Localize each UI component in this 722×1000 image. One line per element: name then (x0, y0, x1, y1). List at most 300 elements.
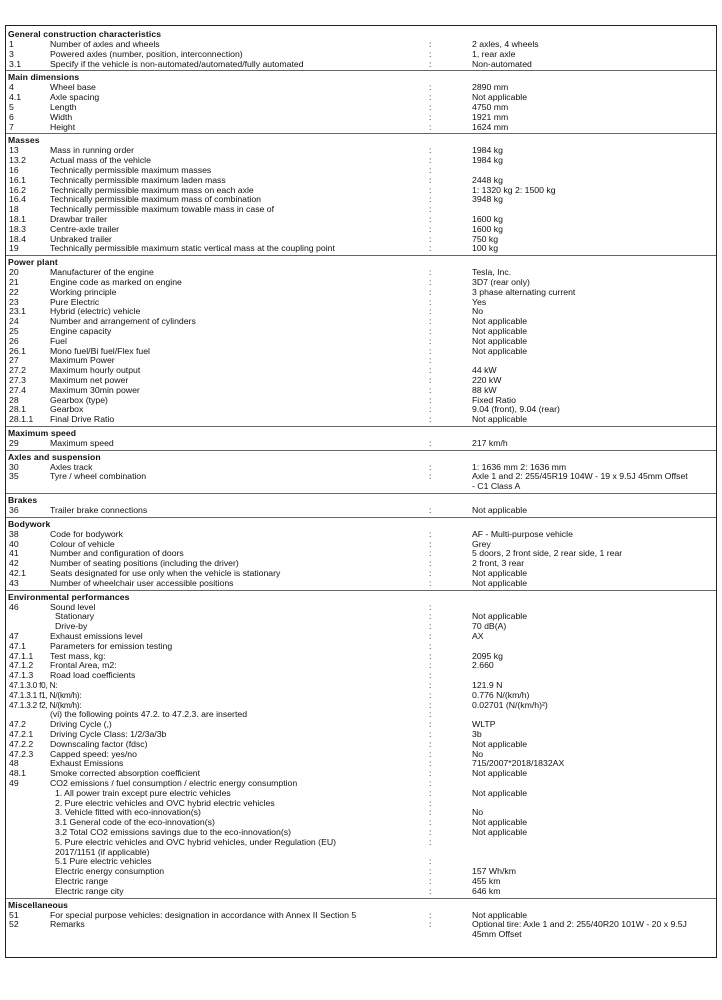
separator-colon: : (429, 223, 432, 234)
item-value: 3b (472, 729, 482, 740)
item-label: 2017/1151 (if applicable) (55, 846, 150, 857)
item-value: 5 doors, 2 front side, 2 rear side, 1 rear (472, 548, 623, 559)
separator-colon: : (429, 345, 432, 356)
item-label: Tyre / wheel combination (50, 471, 147, 482)
spec-row (6, 579, 716, 589)
spec-row (6, 415, 716, 425)
item-number: 28 (9, 394, 19, 405)
separator-colon: : (429, 729, 432, 740)
item-label: Axles track (50, 461, 93, 472)
item-label: Maximum Power (50, 355, 115, 366)
item-label: Test mass, kg: (50, 650, 106, 661)
item-label: Stationary (55, 611, 95, 622)
item-label: (vi) the following points 47.2. to 47.2.3. are inserted (50, 709, 248, 720)
separator-colon: : (429, 243, 432, 254)
spec-row (6, 867, 716, 877)
item-label: Gearbox (50, 404, 84, 415)
item-value: Not applicable (472, 325, 528, 336)
item-label: Working principle (50, 286, 117, 297)
spec-row (6, 691, 716, 701)
separator-colon: : (429, 528, 432, 539)
certificate-of-conformity-table (5, 25, 717, 958)
item-value: Not applicable (472, 826, 528, 837)
item-value: 217 km/h (472, 437, 508, 448)
item-number: 23 (9, 296, 19, 307)
spec-rows (6, 26, 716, 940)
item-value: 1: 1636 mm 2: 1636 mm (472, 461, 567, 472)
separator-colon: : (429, 611, 432, 622)
item-value: Not applicable (472, 316, 528, 327)
separator-colon: : (429, 384, 432, 395)
item-number: 5 (9, 101, 14, 112)
item-number: 18.3 (9, 223, 26, 234)
item-label: 1. All power train except pure electric vehicles (55, 787, 231, 798)
separator-colon: : (429, 505, 432, 516)
item-number: 41 (9, 548, 19, 559)
separator-colon: : (429, 174, 432, 185)
spec-row (6, 887, 716, 897)
separator-colon: : (429, 856, 432, 867)
item-number: 47.2.2 (9, 738, 34, 749)
separator-colon: : (429, 58, 432, 69)
item-number: 47.2 (9, 719, 26, 730)
separator-colon: : (429, 121, 432, 132)
separator-colon: : (429, 601, 432, 612)
item-number: 23.1 (9, 306, 26, 317)
item-label: Number of seating positions (including the driver) (50, 558, 239, 569)
spec-row (6, 710, 716, 720)
separator-colon: : (429, 355, 432, 366)
item-value: Not applicable (472, 611, 528, 622)
spec-row (6, 482, 716, 492)
item-value: 1921 mm (472, 111, 509, 122)
spec-row (6, 113, 716, 123)
item-value: 45mm Offset (472, 929, 522, 940)
item-value: 121.9 N (472, 680, 503, 691)
item-value: - C1 Class A (472, 481, 521, 492)
spec-row (6, 327, 716, 337)
spec-row (6, 681, 716, 691)
item-number: 47.1.1 (9, 650, 34, 661)
separator-colon: : (429, 640, 432, 651)
item-number: 27 (9, 355, 19, 366)
item-value: 1600 kg (472, 223, 503, 234)
item-label: 3.1 General code of the eco-innovation(s) (55, 817, 215, 828)
item-number: 46 (9, 601, 19, 612)
item-value: Not applicable (472, 577, 528, 588)
item-label: Pure Electric (50, 296, 100, 307)
separator-colon: : (429, 296, 432, 307)
item-value: Yes (472, 296, 487, 307)
separator-colon: : (429, 538, 432, 549)
separator-colon: : (429, 670, 432, 681)
separator-colon: : (429, 306, 432, 317)
item-number: 47.1.3.2 f2, N/(km/h): (9, 700, 82, 710)
item-number: 3 (9, 48, 14, 59)
item-label: Axle spacing (50, 92, 100, 103)
item-label: Seats designated for use only when the vehicle is stationary (50, 568, 281, 579)
spec-row (6, 386, 716, 396)
spec-row (6, 506, 716, 516)
item-label: Maximum hourly output (50, 365, 141, 376)
separator-colon: : (429, 394, 432, 405)
spec-row (6, 930, 716, 940)
item-number: 42 (9, 558, 19, 569)
section-header: General construction characteristics (8, 29, 162, 39)
item-value: Tesla, Inc. (472, 267, 512, 278)
item-label: Gearbox (type) (50, 394, 108, 405)
separator-colon: : (429, 817, 432, 828)
item-label: Actual mass of the vehicle (50, 155, 151, 166)
item-value: 2.660 (472, 660, 494, 671)
item-label: Specify if the vehicle is non-automated/automated/fully automated (50, 58, 304, 69)
item-label: Engine code as marked on engine (50, 276, 182, 287)
separator-colon: : (429, 335, 432, 346)
separator-colon: : (429, 325, 432, 336)
item-value: Not applicable (472, 505, 528, 516)
spec-row (6, 205, 716, 215)
separator-colon: : (429, 155, 432, 166)
item-value: 70 dB(A) (472, 621, 507, 632)
separator-colon: : (429, 267, 432, 278)
item-value: 88 kW (472, 384, 497, 395)
separator-colon: : (429, 233, 432, 244)
item-number: 47.1.3.0 f0, N: (9, 681, 58, 691)
separator-colon: : (429, 213, 432, 224)
item-value: Not applicable (472, 568, 528, 579)
item-label: 3.2 Total CO2 emissions savings due to the eco-innovation(s) (55, 826, 291, 837)
item-value: 2 axles, 4 wheels (472, 39, 539, 49)
item-value: 100 kg (472, 243, 499, 254)
item-label: Remarks (50, 919, 85, 930)
item-value: 3 phase alternating current (472, 286, 576, 297)
section-header: Bodywork (6, 517, 716, 530)
separator-colon: : (429, 738, 432, 749)
item-value: 2 front, 3 rear (472, 558, 525, 569)
item-value: 1624 mm (472, 121, 509, 132)
item-value: WLTP (472, 719, 496, 730)
item-value: Fixed Ratio (472, 394, 516, 405)
item-number: 22 (9, 286, 19, 297)
separator-colon: : (429, 184, 432, 195)
item-number: 47.2.3 (9, 748, 34, 759)
section-header: Main dimensions (6, 70, 716, 83)
item-number: 13 (9, 145, 19, 156)
item-value: Grey (472, 538, 491, 549)
separator-colon: : (429, 48, 432, 59)
separator-colon: : (429, 39, 432, 49)
item-label: Driving Cycle (,) (50, 719, 112, 730)
item-number: 27.3 (9, 374, 26, 385)
separator-colon: : (429, 826, 432, 837)
separator-colon: : (429, 194, 432, 205)
separator-colon: : (429, 719, 432, 730)
item-label: Smoke corrected absorption coefficient (50, 768, 201, 779)
item-number: 25 (9, 325, 19, 336)
spec-row (6, 612, 716, 622)
spec-row (6, 396, 716, 406)
section-header: Environmental performances (6, 590, 716, 603)
item-number: 35 (9, 471, 19, 482)
item-value: 1984 kg (472, 145, 503, 156)
item-label: Mono fuel/Bi fuel/Flex fuel (50, 345, 150, 356)
separator-colon: : (429, 680, 432, 691)
item-number: 21 (9, 276, 19, 287)
item-label: Engine capacity (50, 325, 112, 336)
item-value: 0.776 N/(km/h) (472, 689, 530, 700)
item-label: 5.1 Pure electric vehicles (55, 856, 152, 867)
separator-colon: : (429, 111, 432, 122)
item-number: 30 (9, 461, 19, 472)
spec-row (6, 603, 716, 613)
item-number: 24 (9, 316, 19, 327)
item-label: Technically permissible maximum static vertical mass at the coupling point (50, 243, 335, 254)
separator-colon: : (429, 875, 432, 886)
separator-colon: : (429, 689, 432, 700)
item-value: Not applicable (472, 92, 528, 103)
item-label: Technically permissible maximum towable mass in case of (50, 204, 275, 215)
spec-row (6, 920, 716, 930)
spec-row (6, 60, 716, 70)
separator-colon: : (429, 374, 432, 385)
item-value: AX (472, 631, 484, 642)
item-number: 13.2 (9, 155, 26, 166)
item-label: Electric range (55, 875, 109, 886)
item-label: Technically permissible maximum masses (50, 164, 212, 175)
item-value: No (472, 807, 484, 818)
item-number: 48.1 (9, 768, 26, 779)
item-value: Not applicable (472, 345, 528, 356)
item-label: Maximum 30min power (50, 384, 140, 395)
item-number: 20 (9, 267, 19, 278)
item-value: 715/2007*2018/1832AX (472, 758, 565, 769)
separator-colon: : (429, 909, 432, 920)
item-value: No (472, 748, 484, 759)
item-number: 47.2.1 (9, 729, 34, 740)
item-label: CO2 emissions / fuel consumption / electric energy consumption (50, 778, 298, 788)
separator-colon: : (429, 276, 432, 287)
item-number: 16 (9, 164, 19, 175)
item-number: 18 (9, 204, 19, 215)
item-value: Not applicable (472, 909, 528, 920)
item-number: 1 (9, 39, 14, 49)
item-number: 47.1.3 (9, 670, 34, 681)
item-value: 1: 1320 kg 2: 1500 kg (472, 184, 556, 195)
separator-colon: : (429, 316, 432, 327)
spec-row (6, 288, 716, 298)
spec-row (6, 317, 716, 327)
item-number: 26 (9, 335, 19, 346)
separator-colon: : (429, 631, 432, 642)
item-value: 1600 kg (472, 213, 503, 224)
separator-colon: : (429, 101, 432, 112)
item-value: 3D7 (rear only) (472, 276, 530, 287)
item-label: Driving Cycle Class: 1/2/3a/3b (50, 729, 167, 740)
section-header: Brakes (6, 493, 716, 506)
item-label: For special purpose vehicles: designation in accordance with Annex II Section 5 (50, 909, 357, 920)
item-label: 3. Vehicle fitted with eco-innovation(s) (55, 807, 201, 818)
item-number: 38 (9, 528, 19, 539)
spec-row (6, 642, 716, 652)
item-label: Powered axles (number, position, interconnection) (50, 48, 243, 59)
separator-colon: : (429, 365, 432, 376)
item-number: 47.1.2 (9, 660, 34, 671)
item-label: Technically permissible maximum mass of combination (50, 194, 261, 205)
separator-colon: : (429, 471, 432, 482)
separator-colon: : (429, 836, 432, 847)
spec-row (6, 671, 716, 681)
separator-colon: : (429, 164, 432, 175)
item-label: Width (50, 111, 73, 122)
item-label: Number and configuration of doors (50, 548, 184, 559)
item-number: 29 (9, 437, 19, 448)
item-label: Exhaust emissions level (50, 631, 143, 642)
item-label: Centre-axle trailer (50, 223, 120, 234)
item-number: 48 (9, 758, 19, 769)
spec-row (6, 123, 716, 133)
separator-colon: : (429, 866, 432, 877)
spec-row (6, 244, 716, 254)
item-label: Drawbar trailer (50, 213, 107, 224)
item-number: 18.1 (9, 213, 26, 224)
item-value: 1, rear axle (472, 48, 516, 59)
item-number: 16.4 (9, 194, 26, 205)
item-label: Drive-by (55, 621, 88, 632)
item-number: 4 (9, 82, 14, 93)
item-value: 3948 kg (472, 194, 503, 205)
separator-colon: : (429, 414, 432, 425)
item-label: Mass in running order (50, 145, 135, 156)
item-value: 0.02701 (N/(km/h)²) (472, 699, 548, 710)
separator-colon: : (429, 650, 432, 661)
item-label: Sound level (50, 601, 96, 612)
section-header: Miscellaneous (6, 898, 716, 911)
item-number: 19 (9, 243, 19, 254)
separator-colon: : (429, 748, 432, 759)
item-number: 27.4 (9, 384, 26, 395)
item-value: 2095 kg (472, 650, 503, 661)
item-label: Electric range city (55, 885, 124, 896)
item-number: 52 (9, 919, 19, 930)
item-number: 16.2 (9, 184, 26, 195)
item-label: Code for bodywork (50, 528, 123, 539)
item-label: Downscaling factor (fdsc) (50, 738, 148, 749)
separator-colon: : (429, 568, 432, 579)
section-header: Masses (6, 133, 716, 146)
item-label: Fuel (50, 335, 67, 346)
item-number: 3.1 (9, 58, 22, 69)
spec-row (6, 472, 716, 482)
item-label: Final Drive Ratio (50, 414, 115, 425)
item-value: Not applicable (472, 768, 528, 779)
spec-row (6, 439, 716, 449)
item-label: Road load coefficients (50, 670, 136, 681)
item-label: Trailer brake connections (50, 505, 148, 516)
item-label: Wheel base (50, 82, 96, 93)
item-number: 7 (9, 121, 14, 132)
item-number: 47.1.3.1 f1, N/(km/h): (9, 690, 82, 700)
item-number: 16.1 (9, 174, 26, 185)
separator-colon: : (429, 145, 432, 156)
separator-colon: : (429, 807, 432, 818)
separator-colon: : (429, 548, 432, 559)
item-number: 18.4 (9, 233, 26, 244)
separator-colon: : (429, 709, 432, 720)
separator-colon: : (429, 577, 432, 588)
item-label: Height (50, 121, 76, 132)
item-label: Number and arrangement of cylinders (50, 316, 196, 327)
item-label: Capped speed: yes/no (50, 748, 137, 759)
item-number: 4.1 (9, 92, 22, 103)
item-label: Exhaust Emissions (50, 758, 124, 769)
item-number: 6 (9, 111, 14, 122)
item-value: 157 Wh/km (472, 866, 516, 877)
item-value: 220 kW (472, 374, 502, 385)
separator-colon: : (429, 787, 432, 798)
item-label: Technically permissible maximum mass on each axle (50, 184, 254, 195)
separator-colon: : (429, 437, 432, 448)
separator-colon: : (429, 558, 432, 569)
separator-colon: : (429, 204, 432, 215)
item-value: Not applicable (472, 817, 528, 828)
item-number: 27.2 (9, 365, 26, 376)
separator-colon: : (429, 768, 432, 779)
separator-colon: : (429, 461, 432, 472)
item-value: Non-automated (472, 58, 532, 69)
separator-colon: : (429, 660, 432, 671)
separator-colon: : (429, 621, 432, 632)
item-label: Unbraked trailer (50, 233, 112, 244)
spec-row (6, 93, 716, 103)
item-number: 43 (9, 577, 19, 588)
item-label: Number of axles and wheels (50, 39, 160, 49)
item-value: 646 km (472, 885, 501, 896)
item-value: 1984 kg (472, 155, 503, 166)
separator-colon: : (429, 919, 432, 930)
item-value: 455 km (472, 875, 501, 886)
separator-colon: : (429, 797, 432, 808)
item-value: Not applicable (472, 335, 528, 346)
separator-colon: : (429, 82, 432, 93)
item-number: 51 (9, 909, 19, 920)
section-header: Axles and suspension (6, 450, 716, 463)
item-label: Technically permissible maximum laden mass (50, 174, 226, 185)
item-label: Parameters for emission testing (50, 640, 173, 651)
item-value: Optional tire: Axle 1 and 2: 255/40R20 101W - 20 x 9.5J (472, 919, 687, 930)
item-number: 40 (9, 538, 19, 549)
item-number: 36 (9, 505, 19, 516)
item-value: 9.04 (front), 9.04 (rear) (472, 404, 560, 415)
separator-colon: : (429, 778, 432, 788)
item-label: Electric energy consumption (55, 866, 165, 877)
item-value: 750 kg (472, 233, 499, 244)
item-label: Maximum speed (50, 437, 114, 448)
item-label: Hybrid (electric) vehicle (50, 306, 141, 317)
item-label: Manufacturer of the engine (50, 267, 154, 278)
item-number: 26.1 (9, 345, 26, 356)
item-value: AF - Multi-purpose vehicle (472, 528, 573, 539)
separator-colon: : (429, 92, 432, 103)
item-value: 44 kW (472, 365, 497, 376)
separator-colon: : (429, 885, 432, 896)
item-label: Frontal Area, m2: (50, 660, 117, 671)
item-label: Number of wheelchair user accessible positions (50, 577, 234, 588)
item-value: Not applicable (472, 787, 528, 798)
item-value: 2448 kg (472, 174, 503, 185)
item-number: 42.1 (9, 568, 26, 579)
item-value: Axle 1 and 2: 255/45R19 104W - 19 x 9.5J 45mm Offset (472, 471, 688, 482)
separator-colon: : (429, 699, 432, 710)
